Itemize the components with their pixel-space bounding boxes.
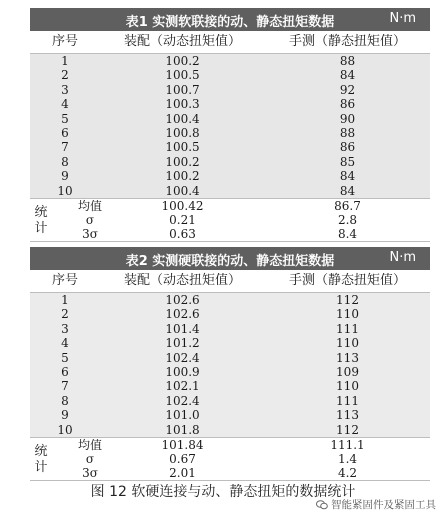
table-unit: N·m bbox=[389, 11, 416, 26]
row-index: 9 bbox=[61, 169, 69, 184]
row-dynamic-torque: 100.9 bbox=[165, 364, 200, 379]
table-title: 表2 实测硬联接的动、静态扭矩数据 bbox=[125, 254, 335, 269]
row-dynamic-torque: 100.3 bbox=[165, 97, 200, 112]
row-index: 7 bbox=[61, 379, 69, 394]
table-row bbox=[30, 83, 430, 97]
table-row bbox=[30, 423, 430, 437]
stats-block bbox=[30, 437, 430, 480]
row-static-torque: 90 bbox=[339, 111, 356, 126]
stat-dynamic-torque: 0.63 bbox=[169, 226, 196, 241]
row-index: 6 bbox=[61, 364, 69, 379]
row-static-torque: 110 bbox=[336, 336, 359, 351]
row-static-torque: 112 bbox=[336, 422, 359, 437]
stat-name: 3σ bbox=[82, 465, 98, 480]
row-dynamic-torque: 101.2 bbox=[165, 336, 200, 351]
table-row bbox=[30, 322, 430, 336]
header-index: 序号 bbox=[51, 273, 78, 288]
row-index: 8 bbox=[61, 154, 69, 169]
row-static-torque: 88 bbox=[339, 125, 356, 140]
table-soft-joint bbox=[30, 8, 430, 242]
row-index: 3 bbox=[61, 321, 69, 336]
stats-block bbox=[30, 198, 430, 241]
row-index: 8 bbox=[61, 393, 69, 408]
table-hard-joint bbox=[30, 247, 430, 481]
row-static-torque: 109 bbox=[336, 364, 359, 379]
table-row bbox=[30, 365, 430, 379]
row-static-torque: 92 bbox=[339, 82, 356, 97]
table-bottom-rule bbox=[30, 241, 430, 242]
row-index: 3 bbox=[61, 82, 69, 97]
row-dynamic-torque: 102.6 bbox=[165, 293, 200, 307]
table-unit: N·m bbox=[389, 250, 416, 265]
row-index: 9 bbox=[61, 408, 69, 423]
row-index: 1 bbox=[61, 293, 69, 307]
stat-name: σ bbox=[85, 451, 95, 466]
stats-row bbox=[30, 466, 430, 480]
row-index: 4 bbox=[61, 336, 69, 351]
watermark bbox=[316, 497, 436, 512]
row-static-torque: 86 bbox=[339, 97, 356, 112]
row-static-torque: 88 bbox=[339, 54, 356, 68]
stat-dynamic-torque: 0.21 bbox=[169, 212, 196, 227]
row-static-torque: 84 bbox=[339, 68, 356, 83]
header-index: 序号 bbox=[51, 34, 78, 49]
row-index: 7 bbox=[61, 140, 69, 155]
stat-dynamic-torque: 0.67 bbox=[169, 451, 196, 466]
row-dynamic-torque: 100.2 bbox=[165, 54, 200, 68]
row-index: 5 bbox=[61, 111, 69, 126]
stats-label: 统计 bbox=[34, 204, 48, 236]
row-index: 10 bbox=[57, 183, 73, 198]
row-dynamic-torque: 101.0 bbox=[165, 408, 200, 423]
table-header-row bbox=[30, 270, 430, 293]
table-row bbox=[30, 169, 430, 183]
row-index: 4 bbox=[61, 97, 69, 112]
stats-row bbox=[30, 438, 430, 452]
row-static-torque: 110 bbox=[336, 379, 359, 394]
stat-name: 均值 bbox=[77, 437, 102, 452]
stat-dynamic-torque: 101.84 bbox=[161, 437, 204, 452]
row-index: 2 bbox=[61, 307, 69, 322]
table-row bbox=[30, 293, 430, 307]
stat-name: 均值 bbox=[77, 198, 102, 213]
table-body bbox=[30, 293, 430, 437]
stats-row bbox=[30, 452, 430, 466]
stat-static-torque: 4.2 bbox=[337, 465, 358, 480]
table-body bbox=[30, 54, 430, 198]
table-row bbox=[30, 394, 430, 408]
table-title-bar bbox=[30, 8, 430, 31]
row-static-torque: 111 bbox=[336, 321, 359, 336]
row-dynamic-torque: 100.4 bbox=[165, 111, 200, 126]
stat-static-torque: 8.4 bbox=[337, 226, 358, 241]
stat-dynamic-torque: 100.42 bbox=[161, 198, 204, 213]
row-dynamic-torque: 102.4 bbox=[165, 393, 200, 408]
row-static-torque: 113 bbox=[336, 350, 359, 365]
row-dynamic-torque: 100.5 bbox=[165, 140, 200, 155]
row-dynamic-torque: 100.4 bbox=[165, 183, 200, 198]
stat-dynamic-torque: 2.01 bbox=[169, 465, 196, 480]
header-static-torque: 手测（静态扭矩值） bbox=[288, 273, 406, 288]
row-index: 10 bbox=[57, 422, 73, 437]
row-dynamic-torque: 100.2 bbox=[165, 154, 200, 169]
stat-static-torque: 86.7 bbox=[334, 198, 361, 213]
stat-static-torque: 2.8 bbox=[337, 212, 358, 227]
row-static-torque: 113 bbox=[336, 408, 359, 423]
table-row bbox=[30, 140, 430, 154]
row-index: 5 bbox=[61, 350, 69, 365]
table-row bbox=[30, 379, 430, 393]
stats-row bbox=[30, 199, 430, 213]
table-header-row bbox=[30, 31, 430, 54]
row-static-torque: 86 bbox=[339, 140, 356, 155]
row-index: 6 bbox=[61, 125, 69, 140]
wechat-icon bbox=[316, 500, 328, 510]
stats-label: 统计 bbox=[34, 443, 48, 475]
row-dynamic-torque: 100.8 bbox=[165, 125, 200, 140]
row-static-torque: 110 bbox=[336, 307, 359, 322]
header-static-torque: 手测（静态扭矩值） bbox=[288, 34, 406, 49]
row-dynamic-torque: 101.4 bbox=[165, 321, 200, 336]
table-row bbox=[30, 408, 430, 422]
row-dynamic-torque: 100.5 bbox=[165, 68, 200, 83]
row-dynamic-torque: 102.4 bbox=[165, 350, 200, 365]
row-static-torque: 111 bbox=[336, 393, 359, 408]
row-index: 1 bbox=[61, 54, 69, 68]
stat-static-torque: 1.4 bbox=[337, 451, 358, 466]
stats-row bbox=[30, 227, 430, 241]
row-dynamic-torque: 102.6 bbox=[165, 307, 200, 322]
table-row bbox=[30, 126, 430, 140]
table-title: 表1 实测软联接的动、静态扭矩数据 bbox=[125, 15, 335, 30]
row-dynamic-torque: 102.1 bbox=[165, 379, 200, 394]
row-static-torque: 84 bbox=[339, 169, 356, 184]
row-static-torque: 85 bbox=[339, 154, 356, 169]
table-title-bar bbox=[30, 247, 430, 270]
row-dynamic-torque: 100.7 bbox=[165, 82, 200, 97]
row-dynamic-torque: 100.2 bbox=[165, 169, 200, 184]
table-row bbox=[30, 54, 430, 68]
stat-static-torque: 111.1 bbox=[330, 437, 365, 452]
table-row bbox=[30, 336, 430, 350]
row-index: 2 bbox=[61, 68, 69, 83]
row-static-torque: 112 bbox=[336, 293, 359, 307]
table-row bbox=[30, 155, 430, 169]
table-row bbox=[30, 307, 430, 321]
table-row bbox=[30, 68, 430, 82]
header-dynamic-torque: 装配（动态扭矩值） bbox=[123, 273, 241, 288]
table-row bbox=[30, 112, 430, 126]
header-dynamic-torque: 装配（动态扭矩值） bbox=[123, 34, 241, 49]
table-row bbox=[30, 351, 430, 365]
watermark-text: 智能紧固件及紧固工具 bbox=[331, 499, 436, 511]
stat-name: σ bbox=[85, 212, 95, 227]
stat-name: 3σ bbox=[82, 226, 98, 241]
table-row bbox=[30, 184, 430, 198]
stats-row bbox=[30, 213, 430, 227]
row-static-torque: 84 bbox=[339, 183, 356, 198]
row-dynamic-torque: 101.8 bbox=[165, 422, 200, 437]
figure-caption: 图 12 软硬连接与动、静态扭矩的数据统计 bbox=[90, 484, 356, 500]
table-row bbox=[30, 97, 430, 111]
